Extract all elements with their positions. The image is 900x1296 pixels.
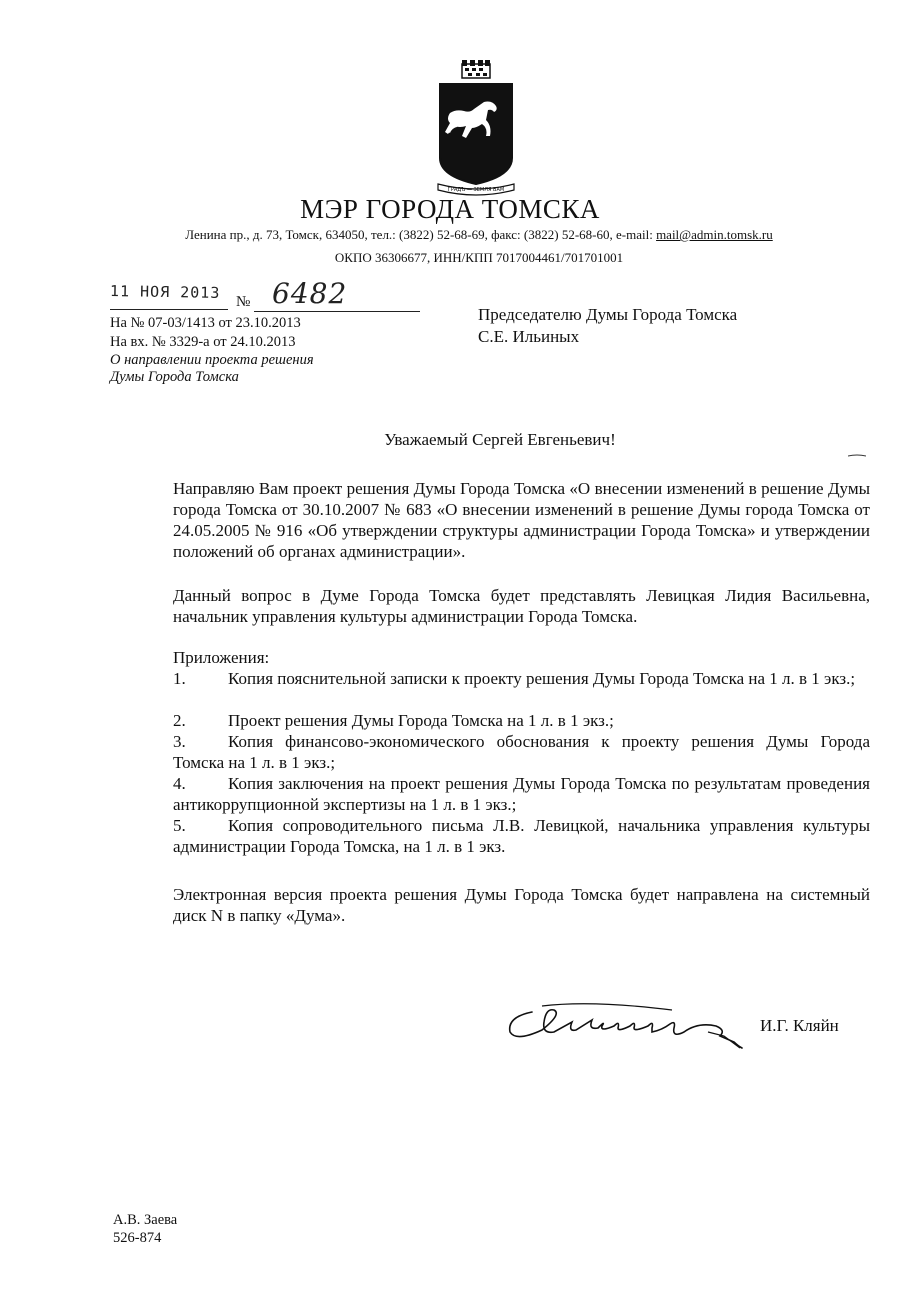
outgoing-reference: На № 07-03/1413 от 23.10.2013 bbox=[110, 315, 301, 331]
handwritten-registration-number: 6482 bbox=[272, 277, 348, 310]
attachment-text: Копия финансово-экономического обоснования к проекту решения Думы Города Томска на 1 л. в 1 экз.; bbox=[173, 732, 870, 772]
address-text: Ленина пр., д. 73, Томск, 634050, тел.: (3822) 52-68-69, факс: (3822) 52-68-60, e-mail: bbox=[185, 227, 657, 242]
attachment-number: 2. bbox=[173, 711, 186, 730]
executor-phone: 526-874 bbox=[113, 1230, 162, 1246]
attachment-number: 5. bbox=[173, 816, 186, 835]
body-paragraph-3: Электронная версия проекта решения Думы Города Томска будет направлена на системный диск N в папку «Дума». bbox=[173, 885, 870, 925]
date-stamp: 11 НОЯ 2013 bbox=[109, 282, 221, 302]
registration-codes-line: ОКПО 36306677, ИНН/КПП 7017004461/701701001 bbox=[334, 250, 624, 265]
email-link[interactable]: mail@admin.tomsk.ru bbox=[656, 227, 773, 242]
attachment-text: Копия заключения на проект решения Думы Города Томска по результатам проведения антикоррупционной экспертизы на 1 л. в 1 экз.; bbox=[173, 774, 870, 814]
emblem-motto: ГРАДЪ — ЗЕМЛЯ ВАМ bbox=[447, 187, 505, 193]
body-paragraph-1: Направляю Вам проект решения Думы Города Томска «О внесении изменений в решение Думы города Томска от 30.10.2007 № 683 «О внесении изменений в решение Думы города Томска от 24.05.2005 № 916 «Об утверждении структуры администрации Города Томска» и утверждении положений об органах администрации». bbox=[173, 479, 870, 561]
attachment-number: 3. bbox=[173, 732, 186, 751]
city-coat-of-arms-emblem bbox=[432, 58, 520, 196]
attachment-number: 4. bbox=[173, 774, 186, 793]
attachment-item bbox=[173, 668, 870, 689]
crown-icon bbox=[462, 60, 490, 78]
number-label: № bbox=[236, 294, 251, 310]
addressee-position: Председателю Думы Города Томска bbox=[478, 305, 738, 324]
attachment-item bbox=[173, 773, 870, 815]
body-paragraph-2: Данный вопрос в Думе Города Томска будет представлять Левицкая Лидия Васильевна, начальник управления культуры администрации Города Томска. bbox=[173, 586, 870, 626]
executor-name: А.В. Заева bbox=[113, 1212, 178, 1228]
attachment-number: 1. bbox=[173, 669, 186, 688]
date-underline bbox=[110, 309, 228, 310]
addressee-name: С.Е. Ильиных bbox=[478, 327, 580, 346]
subject-line-2: Думы Города Томска bbox=[110, 369, 239, 385]
handwritten-signature bbox=[502, 992, 762, 1062]
greeting: Уважаемый Сергей Евгеньевич! bbox=[384, 430, 616, 449]
document-title: МЭР ГОРОДА ТОМСКА bbox=[300, 194, 600, 224]
attachment-text: Копия сопроводительного письма Л.В. Левицкой, начальника управления культуры администрации Города Томска, на 1 л. в 1 экз. bbox=[173, 816, 870, 856]
number-underline bbox=[254, 311, 420, 312]
office-address-line bbox=[0, 227, 900, 243]
attachment-item bbox=[173, 710, 870, 731]
incoming-reference: На вх. № 3329-а от 24.10.2013 bbox=[110, 334, 296, 350]
attachments-heading: Приложения: bbox=[173, 648, 270, 667]
signer-name: И.Г. Кляйн bbox=[760, 1016, 839, 1035]
attachment-item bbox=[173, 815, 870, 857]
attachment-text: Проект решения Думы Города Томска на 1 л. в 1 экз.; bbox=[228, 711, 614, 730]
attachment-item bbox=[173, 731, 870, 773]
attachment-text: Копия пояснительной записки к проекту решения Думы Города Томска на 1 л. в 1 экз.; bbox=[228, 669, 856, 688]
subject-line-1: О направлении проекта решения bbox=[110, 352, 314, 368]
pen-mark bbox=[848, 454, 866, 457]
